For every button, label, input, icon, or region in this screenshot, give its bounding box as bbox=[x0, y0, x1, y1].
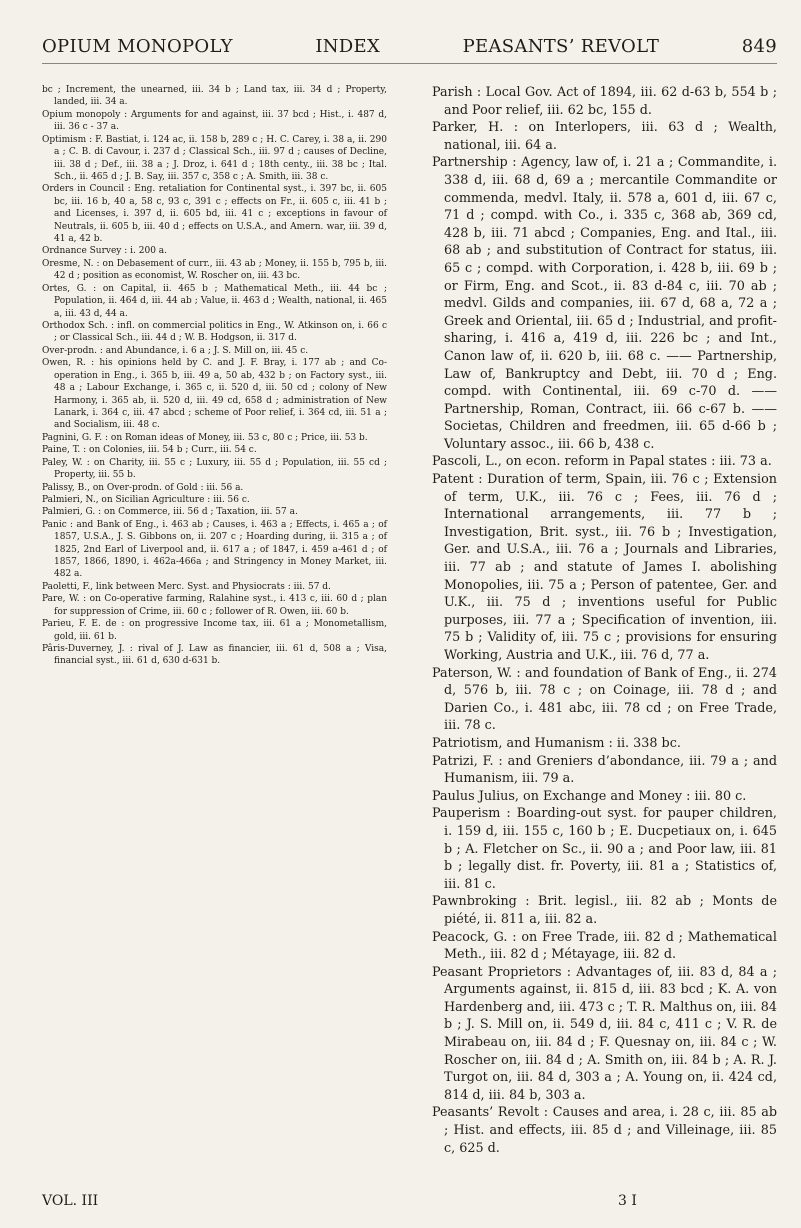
index-entry: Pawnbroking : Brit. legisl., iii. 82 ab ; Monts de piété, ii. 811 a, iii. 82 a. bbox=[432, 894, 777, 927]
index-entry: Pagnini, G. F. : on Roman ideas of Money, iii. 53 c, 80 c ; Price, iii. 53 b. bbox=[42, 432, 368, 443]
index-entry: Orthodox Sch. : infl. on commercial politics in Eng., W. Atkinson on, i. 66 c ; or Classical Sch., iii. 44 d ; W. B. Hodgson, ii. 317 d. bbox=[42, 321, 387, 344]
index-entry: Panic : and Bank of Eng., i. 463 ab ; Causes, i. 463 a ; Effects, i. 465 a ; of 1857, U.S.A., J. S. Gibbons on, ii. 207 c ; Hoarding during, ii. 315 a ; of 1825, 2nd Earl of Liverpool and, ii. 617 a ; of 1847, i. 459 a-461 d ; of 1857, 1866, 1890, i. 462a-466a ; and Stringency in Money Market, iii. 482 a. bbox=[42, 519, 387, 580]
index-entry: Patent : Duration of term, Spain, iii. 76 c ; Extension of term, U.K., iii. 76 c ; Fees, iii. 76 d ; International arrangements, iii. 77 b ; Investigation, Brit. syst., iii. 76 b ; Investigation, Ger. and U.S.A., iii. 76 a ; Journals and Libraries, iii. 77 ab ; and statute of James I. abolishing Monopolies, iii. 75 a ; Person of patentee, Ger. and U.K., iii. 75 d ; inventions useful for Public purposes, iii. 77 a ; Specification of invention, iii. 75 b ; Validity of, iii. 75 c ; provisions for ensuring Working, Austria and U.K., iii. 76 d, 77 a. bbox=[432, 472, 777, 663]
index-entry: Palmieri, G. : on Commerce, iii. 56 d ; Taxation, iii. 57 a. bbox=[42, 507, 298, 518]
index-entry: Paulus Julius, on Exchange and Money : iii. 80 c. bbox=[432, 788, 747, 804]
index-entry: Palmieri, N., on Sicilian Agriculture : iii. 56 c. bbox=[42, 494, 250, 505]
index-entry: Partnership : Agency, law of, i. 21 a ; Commandite, i. 338 d, iii. 68 d, 69 a ; mercantile Commandite or commenda, medvl. Italy, ii. 578 a, 601 d, iii. 67 c, 71 d ; compd. with Co., i. 335 c, 368 ab, 369 cd, 428 b, iii. 71 abcd ; Companies, Eng. and Ital., iii. 68 ab ; and substitution of Contract for status, iii. 65 c ; compd. with Corporation, i. 428 b, iii. 69 b ; or Firm, Eng. and Scot., ii. 83 d-84 c, iii. 70 ab ; medvl. Gilds and companies, iii. 67 d, 68 a, 72 a ; Greek and Oriental, iii. 65 d ; Industrial, and profit-sharing, i. 416 a, 419 d, iii. 226 bc ; and Int., Canon law of, ii. 620 b, iii. 68 c. —— Partnership, Law of, Bankruptcy and Debt, iii. 70 d ; Eng. compd. with Continental, iii. 69 c-70 d. —— Partnership, Roman, Contract, iii. 66 c-67 b. —— Societas, Children and freedmen, iii. 65 d-66 b ; Voluntary assoc., iii. 66 b, 438 c. bbox=[432, 155, 777, 452]
index-entry: Pare, W. : on Co-operative farming, Ralahine syst., i. 413 c, iii. 60 d ; plan for suppression of Crime, iii. 60 c ; follower of R. Owen, iii. 60 b. bbox=[42, 594, 387, 617]
left-column bbox=[42, 84, 387, 1157]
index-entry: Oresme, N. : on Debasement of curr., iii. 43 ab ; Money, ii. 155 b, 795 b, iii. 42 d ; position as economist, W. Roscher on, iii. 43 bc. bbox=[42, 258, 387, 282]
index-entry: Opium monopoly : Arguments for and against, iii. 37 bcd ; Hist., i. 487 d, iii. 36 c - 37 a. bbox=[42, 109, 387, 133]
right-column bbox=[432, 84, 777, 1157]
index-entry: Paley, W. : on Charity, iii. 55 c ; Luxury, iii. 55 d ; Population, iii. 55 cd ; Property, iii. 55 b. bbox=[42, 457, 387, 481]
index-entry: Paterson, W. : and foundation of Bank of Eng., ii. 274 d, 576 b, iii. 78 c ; on Coinage, iii. 78 d ; and Darien Co., i. 481 abc, iii. 78 cd ; on Free Trade, iii. 78 c. bbox=[432, 665, 777, 734]
index-entry: Optimism : F. Bastiat, i. 124 ac, ii. 158 b, 289 c ; H. C. Carey, i. 38 a, ii. 290 a ; C. B. di Cavour, i. 237 d ; Classical Sch., iii. 97 d ; causes of Decline, iii. 38 d ; Def., iii. 38 a ; J. Droz, i. 641 d ; 18th centy., iii. 38 bc ; Ital. Sch., ii. 465 d ; J. B. Say, iii. 357 c, 358 c ; A. Smith, iii. 38 c. bbox=[42, 134, 387, 182]
volume-label: VOL. III bbox=[42, 1193, 99, 1209]
index-columns bbox=[42, 84, 777, 1157]
index-entry: Pascoli, L., on econ. reform in Papal states : iii. 73 a. bbox=[432, 454, 772, 470]
header-center: INDEX bbox=[315, 36, 381, 57]
header-right: PEASANTS’ REVOLT bbox=[462, 36, 660, 57]
index-entry: Peacock, G. : on Free Trade, iii. 82 d ; Mathematical Meth., iii. 82 d ; Métayage, iii. 82 d. bbox=[432, 929, 777, 963]
index-entry: Parieu, F. E. de : on progressive Income tax, iii. 61 a ; Monometallism, gold, iii. 61 b. bbox=[42, 619, 387, 642]
index-entry: Parish : Local Gov. Act of 1894, iii. 62 d-63 b, 554 b ; and Poor relief, iii. 62 bc, 155 d. bbox=[432, 85, 777, 118]
page-number: 849 bbox=[741, 36, 777, 57]
index-entry: Paine, T. : on Colonies, iii. 54 b ; Curr., iii. 54 c. bbox=[42, 445, 257, 456]
signature-mark: 3 I bbox=[618, 1193, 637, 1209]
index-entry: Pauperism : Boarding-out syst. for pauper children, i. 159 d, iii. 155 c, 160 b ; E. Ducpetiaux on, i. 645 b ; A. Fletcher on Sc., ii. 90 a ; and Poor law, iii. 81 b ; legally dist. fr. Poverty, iii. 81 a ; Statistics of, iii. 81 c. bbox=[432, 806, 777, 892]
index-entry: Peasants’ Revolt : Causes and area, i. 28 c, iii. 85 ab ; Hist. and effects, iii. 85 d ; and Villeinage, iii. 85 c, 625 d. bbox=[432, 1105, 777, 1156]
index-entry: Parker, H. : on Interlopers, iii. 63 d ; Wealth, national, iii. 64 a. bbox=[432, 120, 777, 153]
header-left: OPIUM MONOPOLY bbox=[42, 36, 233, 57]
index-entry: Over-prodn. : and Abundance, i. 6 a ; J. S. Mill on, iii. 45 c. bbox=[42, 345, 309, 356]
index-entry: Pâris-Duverney, J. : rival of J. Law as financier, iii. 61 d, 508 a ; Visa, financial syst., iii. 61 d, 630 d-631 b. bbox=[42, 643, 387, 667]
index-entry: Peasant Proprietors : Advantages of, iii. 83 d, 84 a ; Arguments against, ii. 815 d, iii. 83 bcd ; K. A. von Hardenberg and, iii. 473 c ; T. R. Malthus on, iii. 84 b ; J. S. Mill on, ii. 549 d, iii. 84 c, 411 c ; V. R. de Mirabeau on, iii. 84 d ; F. Quesnay on, iii. 84 c ; W. Roscher on, iii. 84 d ; A. Smith on, iii. 84 b ; A. R. J. Turgot on, iii. 84 d, 303 a ; A. Young on, ii. 424 cd, 814 d, iii. 84 b, 303 a. bbox=[432, 964, 777, 1103]
index-entry: Patrizi, F. : and Greniers d’abondance, iii. 79 a ; and Humanism, iii. 79 a. bbox=[432, 753, 777, 787]
index-entry: Owen, R. : his opinions held by C. and J. F. Bray, i. 177 ab ; and Co-operation in Eng., i. 365 b, iii. 49 a, 50 ab, 432 b ; on Factory syst., iii. 48 a ; Labour Exchange, i. 365 c, ii. 520 d, iii. 50 cd ; colony of New Harmony, i. 365 ab, ii. 520 d, iii. 49 cd, 658 d ; administration of New Lanark, i. 364 c, iii. 47 abcd ; scheme of Poor relief, i. 364 cd, iii. 51 a ; and Socialism, iii. 48 c. bbox=[42, 358, 387, 431]
index-entry: Patriotism, and Humanism : ii. 338 bc. bbox=[432, 735, 681, 751]
index-entry: Ortes, G. : on Capital, ii. 465 b ; Mathematical Meth., iii. 44 bc ; Population, ii. 464 d, iii. 44 ab ; Value, ii. 463 d ; Wealth, national, ii. 465 a, iii. 43 d, 44 a. bbox=[42, 283, 387, 319]
index-entry: Orders in Council : Eng. retaliation for Continental syst., i. 397 bc, ii. 605 bc, iii. 16 b, 40 a, 58 c, 93 c, 391 c ; effects on Fr., ii. 605 c, iii. 41 b ; and Licenses, i. 397 d, ii. 605 bd, iii. 41 c ; exceptions in favour of Neutrals, ii. 605 b, iii. 40 d ; effects on U.S.A., and Amern. war, iii. 39 d, 41 a, 42 b. bbox=[42, 184, 387, 245]
index-entry: Palissy, B., on Over-prodn. of Gold : iii. 56 a. bbox=[42, 482, 244, 493]
index-entry: Ordnance Survey : i. 200 a. bbox=[42, 246, 168, 257]
index-entry: Paoletti, F., link between Merc. Syst. and Physiocrats : iii. 57 d. bbox=[42, 581, 331, 592]
running-header bbox=[42, 36, 777, 64]
index-entry: bc ; Increment, the unearned, iii. 34 b ; Land tax, iii. 34 d ; Property, landed, iii. 34 a. bbox=[42, 85, 387, 108]
